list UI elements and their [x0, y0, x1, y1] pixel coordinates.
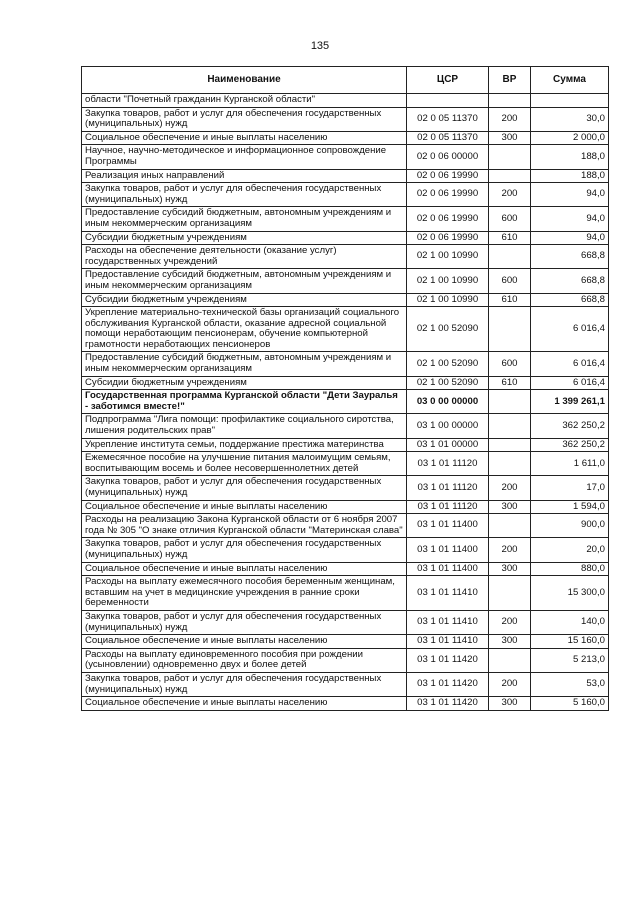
- table-row: [82, 390, 609, 414]
- row-name: Государственная программа Курганской области "Дети Зауралья - заботимся вместе!": [82, 390, 407, 414]
- header-name: Наименование: [82, 67, 407, 94]
- row-name: Закупка товаров, работ и услуг для обеспечения государственных (муниципальных) нужд: [82, 183, 407, 207]
- row-csr: 03 1 01 11410: [407, 610, 489, 634]
- row-sum: 94,0: [531, 231, 609, 245]
- table-row: [82, 576, 609, 611]
- row-name: Расходы на выплату ежемесячного пособия беременным женщинам, вставшим на учет в медицинские учреждения в ранние сроки беременности: [82, 576, 407, 611]
- table-row: [82, 352, 609, 376]
- row-name: Закупка товаров, работ и услуг для обеспечения государственных (муниципальных) нужд: [82, 476, 407, 500]
- row-name: Укрепление материально-технической базы организаций социального обслуживания Курганской области, оказание адресной социальной помощи неработающим пенсионерам, обучение компьютерной грамотности неработающих пенсионеров: [82, 307, 407, 352]
- row-sum: 188,0: [531, 169, 609, 183]
- row-csr: 03 1 01 11120: [407, 500, 489, 514]
- row-sum: 2 000,0: [531, 131, 609, 145]
- row-name: Предоставление субсидий бюджетным, автономным учреждениям и иным некоммерческим организациям: [82, 352, 407, 376]
- row-sum: 668,8: [531, 269, 609, 293]
- row-sum: 15 300,0: [531, 576, 609, 611]
- table-row: [82, 672, 609, 696]
- row-name: области "Почетный гражданин Курганской области": [82, 94, 407, 108]
- row-vr: 300: [489, 131, 531, 145]
- row-csr: 03 1 01 11120: [407, 476, 489, 500]
- row-name: Научное, научно-методическое и информационное сопровождение Программы: [82, 145, 407, 169]
- row-csr: 02 0 06 00000: [407, 145, 489, 169]
- row-vr: [489, 245, 531, 269]
- table-row: [82, 414, 609, 438]
- table-row: [82, 538, 609, 562]
- row-csr: 02 0 06 19990: [407, 231, 489, 245]
- row-sum: 900,0: [531, 514, 609, 538]
- row-vr: 300: [489, 500, 531, 514]
- row-sum: 668,8: [531, 245, 609, 269]
- row-vr: [489, 648, 531, 672]
- row-sum: 140,0: [531, 610, 609, 634]
- table-row: [82, 107, 609, 131]
- row-name: Предоставление субсидий бюджетным, автономным учреждениям и иным некоммерческим организациям: [82, 207, 407, 231]
- row-vr: 300: [489, 697, 531, 711]
- row-csr: 02 0 05 11370: [407, 131, 489, 145]
- table-body: [82, 94, 609, 711]
- row-vr: 600: [489, 207, 531, 231]
- row-name: Предоставление субсидий бюджетным, автономным учреждениям и иным некоммерческим организациям: [82, 269, 407, 293]
- row-name: Закупка товаров, работ и услуг для обеспечения государственных (муниципальных) нужд: [82, 538, 407, 562]
- row-name: Субсидии бюджетным учреждениям: [82, 376, 407, 390]
- row-name: Субсидии бюджетным учреждениям: [82, 231, 407, 245]
- row-csr: 02 1 00 52090: [407, 307, 489, 352]
- row-name: Субсидии бюджетным учреждениям: [82, 293, 407, 307]
- row-sum: 5 160,0: [531, 697, 609, 711]
- table-row: [82, 476, 609, 500]
- row-vr: [489, 452, 531, 476]
- row-csr: 03 1 01 11400: [407, 538, 489, 562]
- row-sum: 30,0: [531, 107, 609, 131]
- row-sum: 94,0: [531, 183, 609, 207]
- row-vr: [489, 576, 531, 611]
- row-name: Подпрограмма "Лига помощи: профилактике социального сиротства, лишения родительских прав": [82, 414, 407, 438]
- row-sum: 6 016,4: [531, 376, 609, 390]
- table-row: [82, 293, 609, 307]
- table-row: [82, 207, 609, 231]
- row-vr: [489, 514, 531, 538]
- table-row: [82, 269, 609, 293]
- table-row: [82, 697, 609, 711]
- row-sum: 880,0: [531, 562, 609, 576]
- table-row: [82, 131, 609, 145]
- table-row: [82, 169, 609, 183]
- header-vr: ВР: [489, 67, 531, 94]
- row-csr: 03 1 01 00000: [407, 438, 489, 452]
- row-vr: 610: [489, 376, 531, 390]
- table-row: [82, 452, 609, 476]
- row-vr: 300: [489, 562, 531, 576]
- row-vr: [489, 307, 531, 352]
- row-sum: 94,0: [531, 207, 609, 231]
- row-csr: 03 0 00 00000: [407, 390, 489, 414]
- row-csr: 02 1 00 52090: [407, 352, 489, 376]
- row-csr: 03 1 01 11400: [407, 514, 489, 538]
- row-vr: 300: [489, 635, 531, 649]
- row-csr: 02 0 06 19990: [407, 183, 489, 207]
- row-vr: 600: [489, 269, 531, 293]
- row-sum: 6 016,4: [531, 307, 609, 352]
- row-vr: 200: [489, 672, 531, 696]
- row-csr: 03 1 01 11400: [407, 562, 489, 576]
- table-row: [82, 610, 609, 634]
- row-sum: 362 250,2: [531, 438, 609, 452]
- table-row: [82, 500, 609, 514]
- row-csr: [407, 94, 489, 108]
- row-sum: 15 160,0: [531, 635, 609, 649]
- row-csr: 03 1 01 11120: [407, 452, 489, 476]
- row-vr: 610: [489, 231, 531, 245]
- table-row: [82, 245, 609, 269]
- row-vr: 200: [489, 538, 531, 562]
- row-vr: [489, 94, 531, 108]
- row-name: Расходы на выплату единовременного пособия при рождении (усыновлении) одновременно двух и более детей: [82, 648, 407, 672]
- row-vr: [489, 438, 531, 452]
- row-sum: 668,8: [531, 293, 609, 307]
- row-sum: 1 399 261,1: [531, 390, 609, 414]
- row-csr: 02 0 06 19990: [407, 207, 489, 231]
- row-csr: 03 1 00 00000: [407, 414, 489, 438]
- table-row: [82, 145, 609, 169]
- table-row: [82, 376, 609, 390]
- row-sum: 6 016,4: [531, 352, 609, 376]
- table-row: [82, 231, 609, 245]
- table-row: [82, 183, 609, 207]
- row-name: Закупка товаров, работ и услуг для обеспечения государственных (муниципальных) нужд: [82, 107, 407, 131]
- row-csr: 03 1 01 11420: [407, 648, 489, 672]
- row-vr: 600: [489, 352, 531, 376]
- row-name: Реализация иных направлений: [82, 169, 407, 183]
- row-name: Закупка товаров, работ и услуг для обеспечения государственных (муниципальных) нужд: [82, 610, 407, 634]
- row-name: Расходы на обеспечение деятельности (оказание услуг) государственных учреждений: [82, 245, 407, 269]
- row-csr: 02 1 00 10990: [407, 245, 489, 269]
- row-vr: [489, 145, 531, 169]
- row-sum: 20,0: [531, 538, 609, 562]
- row-vr: 610: [489, 293, 531, 307]
- row-vr: 200: [489, 476, 531, 500]
- row-sum: [531, 94, 609, 108]
- row-csr: 02 0 06 19990: [407, 169, 489, 183]
- header-sum: Сумма: [531, 67, 609, 94]
- table-row: [82, 562, 609, 576]
- table-row: [82, 514, 609, 538]
- row-name: Ежемесячное пособие на улучшение питания малоимущим семьям, воспитывающим восемь и более несовершеннолетних детей: [82, 452, 407, 476]
- row-csr: 03 1 01 11420: [407, 672, 489, 696]
- row-name: Социальное обеспечение и иные выплаты населению: [82, 500, 407, 514]
- row-sum: 188,0: [531, 145, 609, 169]
- page-number: 135: [310, 40, 330, 52]
- row-csr: 02 1 00 10990: [407, 293, 489, 307]
- table-header-row: [82, 67, 609, 94]
- row-vr: 200: [489, 610, 531, 634]
- table-row: [82, 438, 609, 452]
- row-sum: 1 611,0: [531, 452, 609, 476]
- header-csr: ЦСР: [407, 67, 489, 94]
- row-name: Социальное обеспечение и иные выплаты населению: [82, 131, 407, 145]
- row-sum: 1 594,0: [531, 500, 609, 514]
- row-sum: 17,0: [531, 476, 609, 500]
- row-vr: 200: [489, 183, 531, 207]
- budget-table: [81, 66, 609, 711]
- row-vr: [489, 169, 531, 183]
- row-vr: 200: [489, 107, 531, 131]
- row-vr: [489, 414, 531, 438]
- row-sum: 53,0: [531, 672, 609, 696]
- row-vr: [489, 390, 531, 414]
- table-row: [82, 635, 609, 649]
- table-row: [82, 648, 609, 672]
- row-name: Социальное обеспечение и иные выплаты населению: [82, 697, 407, 711]
- row-name: Социальное обеспечение и иные выплаты населению: [82, 562, 407, 576]
- table-row: [82, 94, 609, 108]
- row-sum: 362 250,2: [531, 414, 609, 438]
- row-csr: 03 1 01 11410: [407, 635, 489, 649]
- table-row: [82, 307, 609, 352]
- row-name: Социальное обеспечение и иные выплаты населению: [82, 635, 407, 649]
- row-csr: 02 0 05 11370: [407, 107, 489, 131]
- row-csr: 03 1 01 11420: [407, 697, 489, 711]
- row-name: Расходы на реализацию Закона Курганской области от 6 ноября 2007 года № 305 "О знаке отличия Курганской области "Материнская слава": [82, 514, 407, 538]
- row-csr: 02 1 00 10990: [407, 269, 489, 293]
- row-csr: 02 1 00 52090: [407, 376, 489, 390]
- row-csr: 03 1 01 11410: [407, 576, 489, 611]
- row-name: Укрепление института семьи, поддержание престижа материнства: [82, 438, 407, 452]
- row-name: Закупка товаров, работ и услуг для обеспечения государственных (муниципальных) нужд: [82, 672, 407, 696]
- row-sum: 5 213,0: [531, 648, 609, 672]
